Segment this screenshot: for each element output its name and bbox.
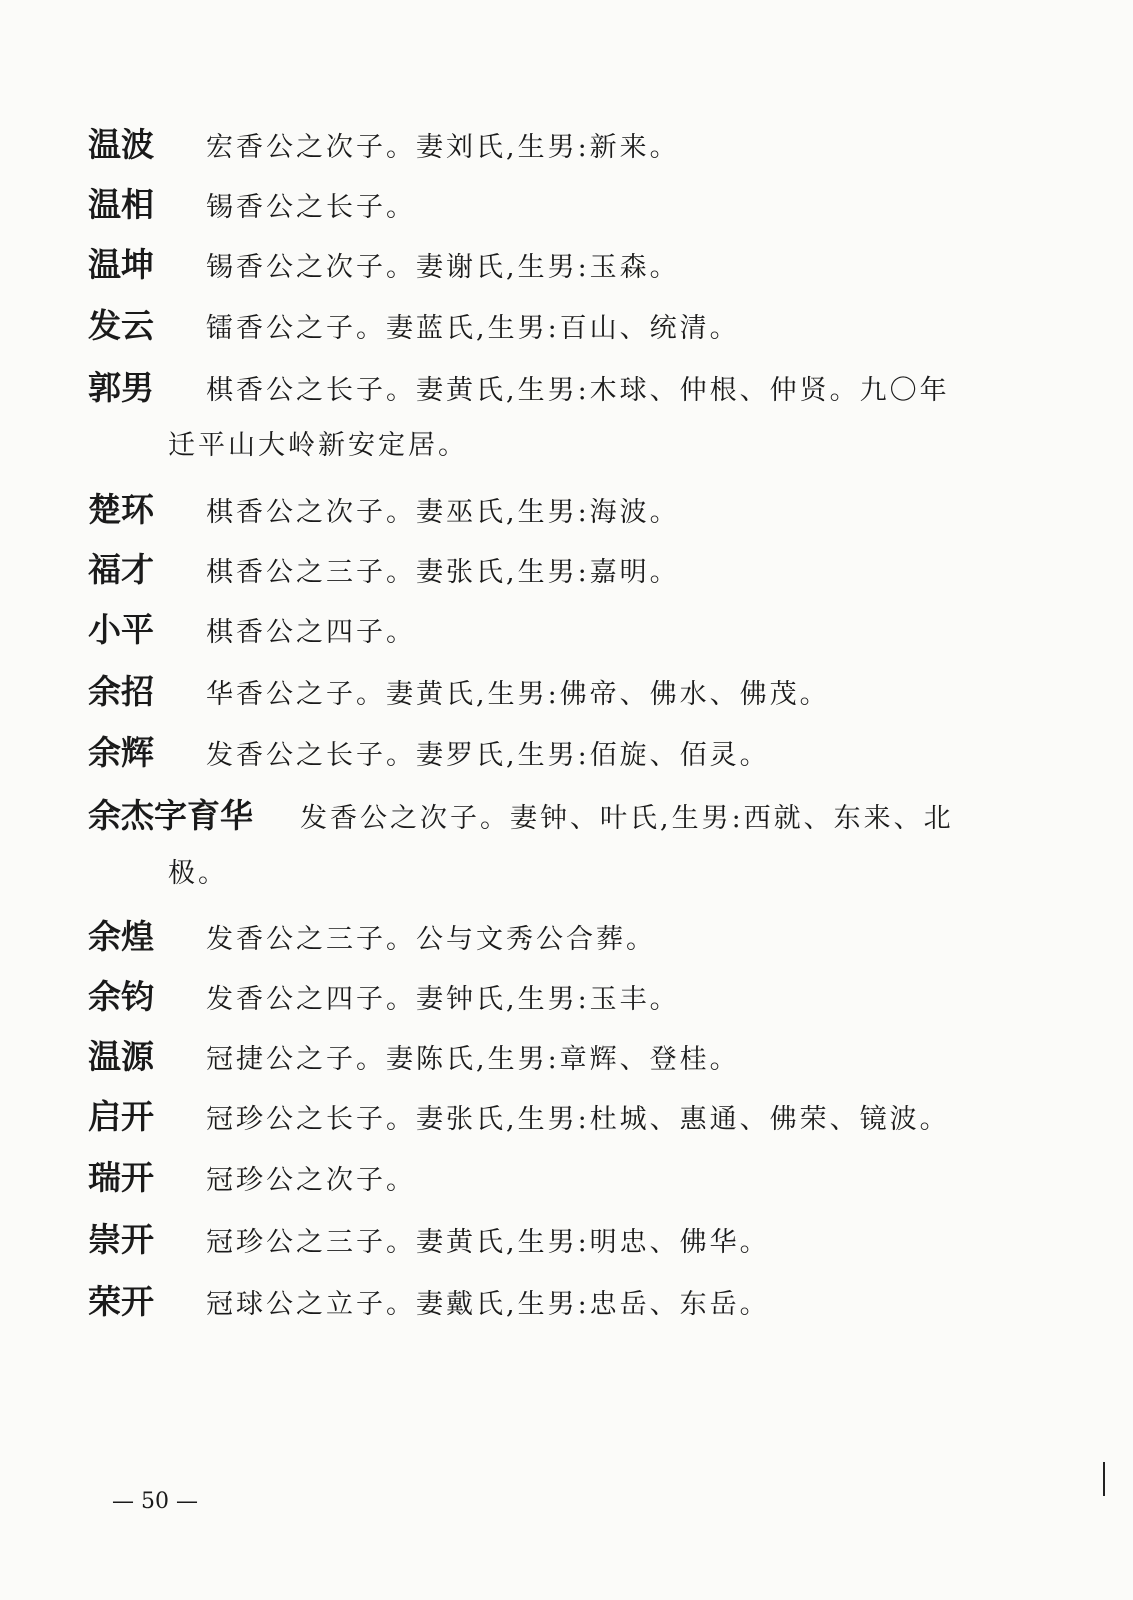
entry-name: 瑞开 (88, 1158, 154, 1197)
entry-desc: 棋香公之长子。妻黄氏,生男:木球、仲根、仲贤。九〇年 (206, 375, 950, 406)
entry-desc-continued: 极。 (168, 858, 228, 889)
entry-name: 福才 (88, 550, 154, 589)
entry-name: 启开 (88, 1097, 154, 1136)
entry-name: 郭男 (88, 368, 154, 407)
entry-desc: 发香公之长子。妻罗氏,生男:佰旋、佰灵。 (206, 740, 770, 771)
entry-desc-continued: 迁平山大岭新安定居。 (168, 430, 468, 461)
entry-name: 温波 (88, 125, 154, 164)
entry-desc: 棋香公之次子。妻巫氏,生男:海波。 (206, 497, 680, 528)
entry-desc: 冠珍公之次子。 (206, 1165, 416, 1196)
entry-desc: 宏香公之次子。妻刘氏,生男:新来。 (206, 132, 680, 163)
entry-desc: 华香公之子。妻黄氏,生男:佛帝、佛水、佛茂。 (206, 679, 830, 710)
entry-name: 余辉 (88, 733, 154, 772)
entry-name: 崇开 (88, 1220, 154, 1259)
entry-desc: 发香公之三子。公与文秀公合葬。 (206, 924, 656, 955)
entry-name: 发云 (88, 306, 154, 345)
entry-desc: 冠捷公之子。妻陈氏,生男:章辉、登桂。 (206, 1044, 740, 1075)
edge-mark (1103, 1462, 1105, 1496)
entry-name: 温坤 (88, 245, 154, 284)
entry-name: 余煌 (88, 917, 154, 956)
entry-name: 小平 (88, 610, 154, 649)
entry-name: 楚环 (88, 490, 154, 529)
entry-desc: 棋香公之四子。 (206, 617, 416, 648)
entry-desc: 镭香公之子。妻蓝氏,生男:百山、统清。 (206, 313, 740, 344)
entry-desc: 发香公之次子。妻钟、叶氏,生男:西就、东来、北 (300, 803, 954, 834)
entry-desc: 棋香公之三子。妻张氏,生男:嘉明。 (206, 557, 680, 588)
entry-desc: 冠珍公之三子。妻黄氏,生男:明忠、佛华。 (206, 1227, 770, 1258)
entry-desc: 锡香公之次子。妻谢氏,生男:玉森。 (206, 252, 680, 283)
entry-desc: 锡香公之长子。 (206, 192, 416, 223)
entry-name: 余钧 (88, 977, 154, 1016)
entry-name: 余招 (88, 672, 154, 711)
entry-name: 荣开 (88, 1282, 154, 1321)
page-number: — 50 — (112, 1489, 198, 1514)
entry-name: 温相 (88, 185, 154, 224)
entry-name: 余杰字育华 (88, 796, 253, 835)
entry-desc: 冠球公之立子。妻戴氏,生男:忠岳、东岳。 (206, 1289, 770, 1320)
entry-desc: 发香公之四子。妻钟氏,生男:玉丰。 (206, 984, 680, 1015)
entry-name: 温源 (88, 1037, 154, 1076)
entry-desc: 冠珍公之长子。妻张氏,生男:杜城、惠通、佛荣、镜波。 (206, 1104, 950, 1135)
